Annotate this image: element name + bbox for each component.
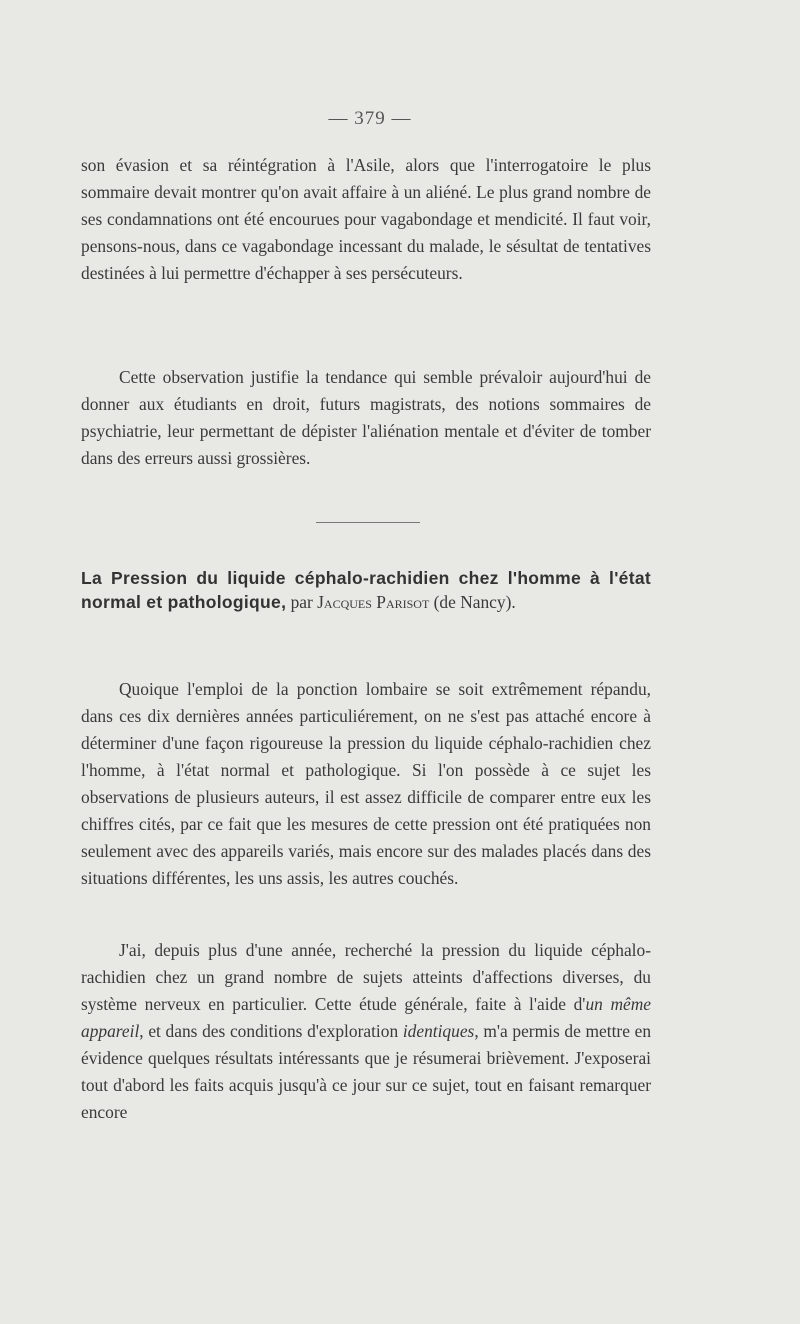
paragraph-evasion: son évasion et sa réintégration à l'Asile, alors que l'interrogatoire le plus sommaire devait montrer qu'on avait affaire à un aliéné. Le plus grand nombre de ses condamnations ont été encourues pour vagabondage et mendicité. Il faut voir, pensons-nous, dans ce vagabondage incessant du malade, le sésultat de tentatives destinées à lui permettre d'échapper à ses persécuteurs. (81, 155, 651, 283)
article-heading (81, 566, 651, 614)
author-prefix: par (286, 592, 318, 612)
text-block-3 (81, 676, 651, 892)
paragraph-observation: Cette observation justifie la tendance qui semble prévaloir aujourd'hui de donner aux étudiants en droit, futurs magistrats, des notions sommaires de psychiatrie, leur permettant de dépister l'aliénation mentale et d'éviter de tomber dans des erreurs aussi grossières. (81, 367, 651, 468)
text-block-1 (81, 152, 651, 287)
emphasis-identiques: identiques (402, 1021, 475, 1041)
section-divider (316, 522, 420, 523)
paragraph-recherche-part-3: , m'a permis de mettre en évidence quelques résultats intéressants que je résumerai brièvement. J'exposerai tout d'abord les faits acquis jusqu'à ce jour sur ce sujet, tout en faisant remarquer encore (81, 1021, 652, 1122)
paragraph-recherche (81, 937, 651, 1126)
article-author: Jacques Parisot (317, 592, 430, 612)
paragraph-ponction: Quoique l'emploi de la ponction lombaire se soit extrêmement répandu, dans ces dix dernières années particuliérement, on ne s'est pas attaché encore à déterminer d'une façon rigoureuse la pression du liquide céphalo-rachidien chez l'homme, à l'état normal et pathologique. Si l'on possède à ce sujet les observations de plusieurs auteurs, il est assez difficile de comparer entre eux les chiffres cités, par ce fait que les mesures de cette pression ont été pratiquées non seulement avec des appareils variés, mais encore sur des malades placés dans des situations différentes, les uns assis, les autres couchés. (81, 679, 651, 888)
page-number: — 379 — (328, 108, 412, 129)
emphasis-meme-appareil: un même appareil (81, 994, 651, 1041)
author-affiliation: (de Nancy). (429, 592, 516, 612)
paragraph-recherche-part-2: , et dans des conditions d'exploration (139, 1021, 403, 1041)
article-title: La Pression du liquide céphalo-rachidien chez l'homme à l'état normal et pathologique, (81, 568, 651, 612)
text-block-2 (81, 364, 651, 472)
text-block-4 (81, 937, 651, 1126)
paragraph-recherche-part-1: J'ai, depuis plus d'une année, recherché la pression du liquide céphalo-rachidien chez un grand nombre de sujets atteints d'affections diverses, du système nerveux en particulier. Cette étude générale, faite à l'aide d' (81, 940, 651, 1014)
